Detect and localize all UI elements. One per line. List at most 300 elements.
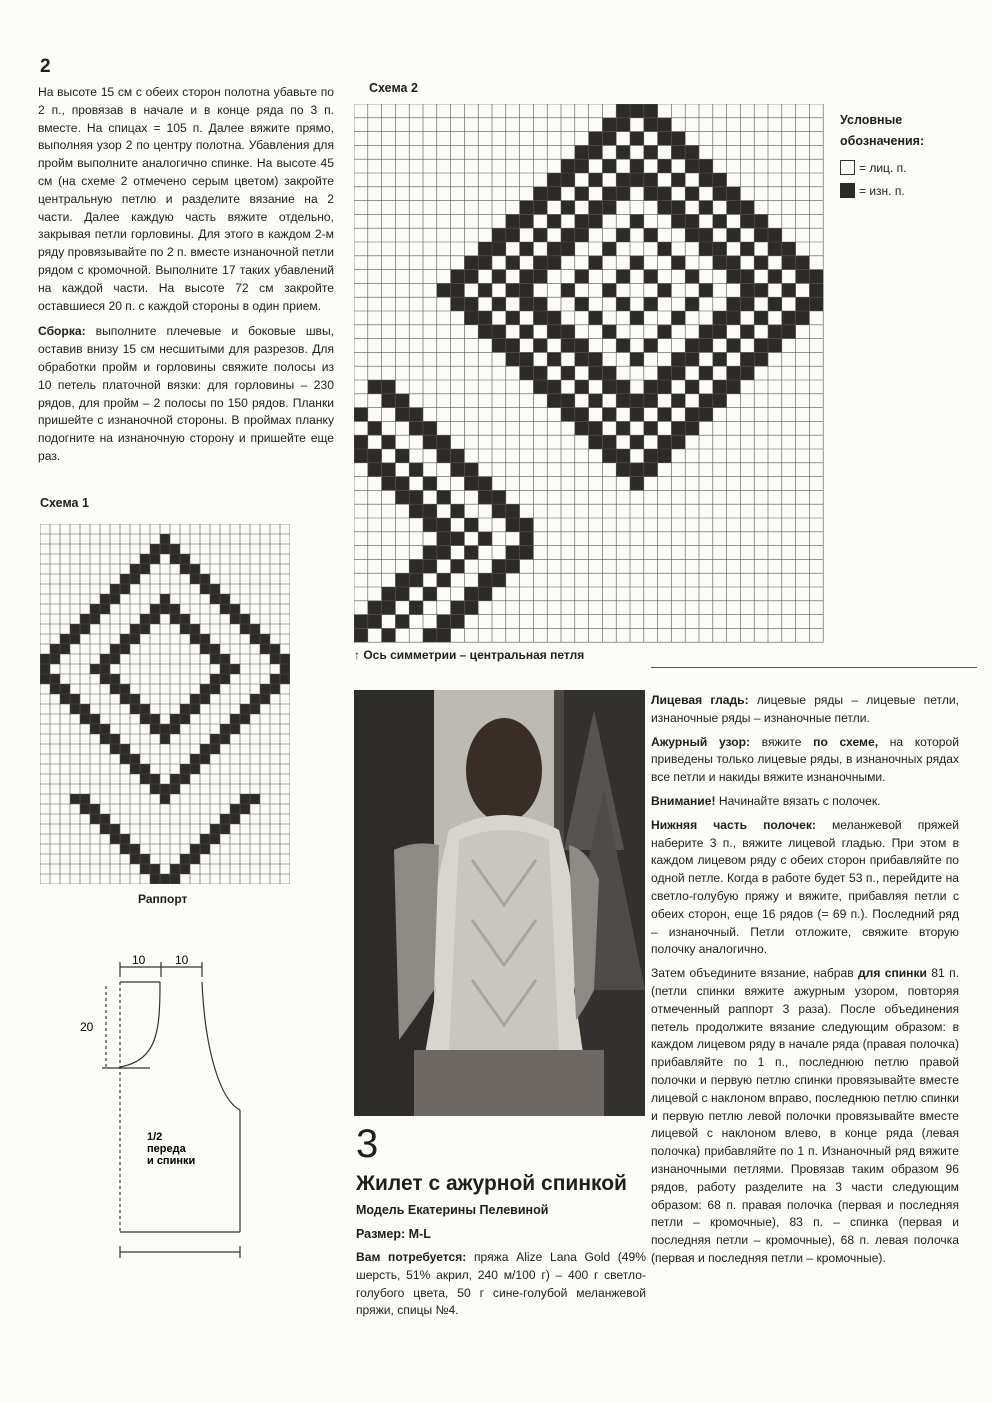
purl-cell: [100, 594, 110, 604]
purl-cell: [602, 380, 616, 394]
purl-cell: [616, 380, 630, 394]
purl-cell: [616, 421, 630, 435]
purl-cell: [100, 724, 110, 734]
purl-cell: [602, 408, 616, 422]
purl-cell: [575, 297, 589, 311]
purl-cell: [630, 214, 644, 228]
fronts-heading: Нижняя часть полочек:: [651, 817, 816, 832]
purl-cell: [160, 594, 170, 604]
purl-cell: [561, 394, 575, 408]
purl-cell: [658, 187, 672, 201]
purl-cell: [240, 624, 250, 634]
purl-cell: [210, 654, 220, 664]
purl-cell: [478, 477, 492, 491]
purl-cell: [561, 228, 575, 242]
purl-cell: [658, 325, 672, 339]
purl-cell: [250, 694, 260, 704]
purl-cell: [395, 615, 409, 629]
purl-cell: [260, 644, 270, 654]
purl-cell: [533, 339, 547, 353]
purl-cell: [140, 564, 150, 574]
purl-cell: [547, 352, 561, 366]
purl-cell: [589, 132, 603, 146]
purl-cell: [140, 864, 150, 874]
purl-cell: [671, 214, 685, 228]
purl-cell: [190, 634, 200, 644]
purl-cell: [437, 628, 451, 642]
purl-cell: [120, 834, 130, 844]
purl-cell: [616, 297, 630, 311]
scheme2-title: Схема 2: [369, 81, 418, 95]
purl-cell: [520, 270, 534, 284]
purl-cell: [150, 874, 160, 884]
purl-cell: [754, 283, 768, 297]
purl-cell: [170, 874, 180, 884]
purl-cell: [423, 477, 437, 491]
purl-cell: [644, 339, 658, 353]
purl-cell: [727, 311, 741, 325]
purl-cell: [230, 714, 240, 724]
purl-cell: [451, 463, 465, 477]
purl-cell: [130, 624, 140, 634]
purl-cell: [170, 724, 180, 734]
purl-cell: [220, 604, 230, 614]
purl-cell: [644, 118, 658, 132]
purl-cell: [280, 654, 290, 664]
purl-cell: [50, 684, 60, 694]
purl-cell: [180, 614, 190, 624]
purl-cell: [210, 594, 220, 604]
assembly-paragraph: [38, 323, 334, 465]
purl-cell: [589, 173, 603, 187]
purl-cell: [90, 724, 100, 734]
purl-cell: [644, 228, 658, 242]
purl-cell: [120, 694, 130, 704]
purl-cell: [782, 256, 796, 270]
purl-cell: [160, 534, 170, 544]
purl-cell: [130, 634, 140, 644]
model-title: Жилет с ажурной спинкой: [356, 1172, 627, 1195]
purl-cell: [685, 339, 699, 353]
purl-cell: [644, 187, 658, 201]
purl-cell: [464, 477, 478, 491]
purl-cell: [190, 624, 200, 634]
purl-cell: [658, 366, 672, 380]
purl-cell: [796, 297, 810, 311]
purl-cell: [478, 532, 492, 546]
purl-cell: [120, 634, 130, 644]
purl-cell: [120, 684, 130, 694]
purl-cell: [160, 724, 170, 734]
purl-cell: [409, 559, 423, 573]
purl-cell: [437, 573, 451, 587]
purl-cell: [685, 228, 699, 242]
purl-cell: [451, 283, 465, 297]
purl-cell: [506, 256, 520, 270]
purl-cell: [561, 242, 575, 256]
purl-cell: [699, 242, 713, 256]
purl-cell: [170, 784, 180, 794]
purl-cell: [368, 463, 382, 477]
purl-cell: [200, 744, 210, 754]
purl-cell: [368, 601, 382, 615]
purl-cell: [506, 546, 520, 560]
purl-cell: [50, 644, 60, 654]
purl-cell: [713, 325, 727, 339]
purl-cell: [506, 352, 520, 366]
purl-cell: [140, 704, 150, 714]
purl-cell: [270, 644, 280, 654]
purl-cell: [809, 283, 823, 297]
purl-cell: [754, 256, 768, 270]
purl-cell: [280, 664, 290, 674]
purl-cell: [395, 477, 409, 491]
legend-knit-row: [840, 160, 924, 175]
purl-cell: [280, 674, 290, 684]
purl-cell: [464, 587, 478, 601]
purl-cell: [616, 104, 630, 118]
purl-cell: [699, 283, 713, 297]
purl-cell: [492, 325, 506, 339]
purl-cell: [382, 463, 396, 477]
bold-text: по схеме,: [813, 734, 879, 749]
purl-cell: [423, 559, 437, 573]
purl-cell: [180, 624, 190, 634]
purl-cell: [492, 339, 506, 353]
purl-cell: [409, 490, 423, 504]
purl-cell: [492, 270, 506, 284]
purl-cell: [658, 283, 672, 297]
purl-cell: [210, 684, 220, 694]
purl-cell: [589, 366, 603, 380]
purl-cell: [110, 674, 120, 684]
purl-cell: [260, 684, 270, 694]
purl-cell: [740, 297, 754, 311]
purl-cell: [100, 824, 110, 834]
purl-cell: [220, 814, 230, 824]
purl-cell: [409, 463, 423, 477]
purl-cell: [437, 615, 451, 629]
purl-cell: [644, 104, 658, 118]
purl-cell: [658, 380, 672, 394]
purl-cell: [727, 297, 741, 311]
purl-cell: [130, 754, 140, 764]
purl-cell: [110, 824, 120, 834]
purl-cell: [644, 297, 658, 311]
scheme1-chart: [40, 524, 290, 884]
purl-cell: [160, 784, 170, 794]
purl-cell: [671, 256, 685, 270]
lace-heading: Ажурный узор:: [651, 734, 751, 749]
purl-cell: [616, 187, 630, 201]
purl-cell: [200, 754, 210, 764]
purl-cell: [520, 283, 534, 297]
purl-cell: [90, 714, 100, 724]
purl-cell: [506, 339, 520, 353]
paragraph: [651, 965, 959, 1268]
purl-cell: [478, 311, 492, 325]
purl-cell: [150, 864, 160, 874]
purl-cell: [589, 352, 603, 366]
purl-cell: [354, 408, 368, 422]
purl-cell: [478, 325, 492, 339]
purl-cell: [120, 574, 130, 584]
garment-schematic: [80, 950, 270, 1310]
purl-cell: [409, 408, 423, 422]
purl-cell: [671, 394, 685, 408]
paragraph-text: Затем объедините вязание, набрав: [651, 966, 858, 981]
purl-cell: [150, 784, 160, 794]
purl-cell: [451, 449, 465, 463]
purl-cell: [220, 724, 230, 734]
purl-cell: [520, 242, 534, 256]
purl-cell: [754, 214, 768, 228]
purl-cell: [671, 201, 685, 215]
purl-cell: [547, 311, 561, 325]
purl-cell: [160, 734, 170, 744]
purl-cell: [561, 201, 575, 215]
purl-cell: [685, 380, 699, 394]
purl-cell: [727, 256, 741, 270]
purl-cell: [768, 339, 782, 353]
purl-cell: [451, 532, 465, 546]
purl-cell: [200, 644, 210, 654]
purl-cell: [464, 311, 478, 325]
schematic-label-2: переда: [147, 1143, 186, 1155]
purl-cell: [120, 584, 130, 594]
purl-cell: [699, 408, 713, 422]
purl-cell: [230, 664, 240, 674]
paragraph-text: 81 п. (петли спинки вяжите ажурным узором, повторяя отмеченный раппорт 3 раза). После объединения петель продолжите вязание следующим образом: в каждом лицевом ряду в начале ряда (правая полочка) прибавляйте по 1 п., последнюю петлю правой полочки и первую петлю спинки провязывайте вместе лицевой с наклоном вправо, последнюю петлю спинки и первую петлю левой полочки провязывайте вместе лицевой с наклоном влево, в конце ряда (левая полочка) прибавляйте по 1 п. Изнаночный ряд вяжите изнаночными петлями. Провязав таким образом 96 рядов, работу разделите на 3 части следующим образом: 68 п. правая полочка (первая и последняя петли – кромочные), 83 п. – спинка (первая и последняя петли – кромочные), 68 п. левая полочка (первая и последняя петли – кромочные).: [651, 966, 959, 1265]
purl-cell: [547, 173, 561, 187]
purl-cell: [630, 104, 644, 118]
purl-cell: [250, 704, 260, 714]
purl-cell: [506, 518, 520, 532]
purl-cell: [140, 624, 150, 634]
purl-stitch-swatch: [840, 183, 855, 198]
purl-cell: [423, 587, 437, 601]
purl-cell: [533, 380, 547, 394]
purl-cell: [685, 421, 699, 435]
purl-cell: [740, 242, 754, 256]
purl-cell: [796, 311, 810, 325]
purl-cell: [533, 297, 547, 311]
purl-cell: [616, 145, 630, 159]
purl-cell: [644, 145, 658, 159]
purl-cell: [671, 145, 685, 159]
purl-cell: [713, 394, 727, 408]
assembly-text: выполните плечевые и боковые швы, оставив внизу 15 см несшитыми для разрезов. Для обработки пройм и горловины свяжите полосы из 10 петель платочной вязки: для горловины – 230 рядов, для пройм – 2 полосы по 150 рядов. Планки пришейте с изнаночной стороны. В проймах планку подогните на изнаночную сторону и пришейте еще раз.: [38, 324, 334, 463]
model-size: Размер: M-L: [356, 1227, 431, 1241]
purl-cell: [616, 270, 630, 284]
purl-cell: [437, 435, 451, 449]
purl-cell: [190, 704, 200, 714]
purl-cell: [644, 449, 658, 463]
purl-cell: [478, 573, 492, 587]
purl-cell: [561, 159, 575, 173]
purl-cell: [699, 394, 713, 408]
purl-cell: [685, 214, 699, 228]
purl-cell: [200, 574, 210, 584]
purl-cell: [713, 311, 727, 325]
purl-cell: [140, 854, 150, 864]
purl-cell: [150, 544, 160, 554]
legend-title-line1: Условные: [840, 113, 903, 127]
purl-cell: [160, 794, 170, 804]
purl-cell: [616, 118, 630, 132]
dim-label-a: 10: [132, 953, 146, 967]
purl-cell: [160, 604, 170, 614]
purl-cell: [809, 270, 823, 284]
purl-cell: [589, 214, 603, 228]
paragraph-text: вяжите: [750, 734, 814, 749]
purl-cell: [170, 864, 180, 874]
purl-cell: [130, 844, 140, 854]
purl-cell: [520, 352, 534, 366]
purl-cell: [616, 463, 630, 477]
purl-cell: [250, 794, 260, 804]
purl-cell: [395, 573, 409, 587]
purl-cell: [658, 449, 672, 463]
purl-cell: [382, 435, 396, 449]
purl-cell: [547, 187, 561, 201]
purl-cell: [160, 874, 170, 884]
purl-cell: [354, 615, 368, 629]
purl-cell: [533, 228, 547, 242]
purl-cell: [589, 256, 603, 270]
purl-cell: [464, 601, 478, 615]
purl-cell: [630, 394, 644, 408]
purl-cell: [160, 544, 170, 554]
purl-cell: [602, 366, 616, 380]
purl-cell: [60, 684, 70, 694]
purl-cell: [644, 380, 658, 394]
purl-cell: [768, 242, 782, 256]
purl-cell: [644, 463, 658, 477]
purl-cell: [100, 654, 110, 664]
purl-cell: [699, 339, 713, 353]
legend-purl-row: [840, 183, 924, 198]
page-number: 2: [40, 56, 51, 77]
legend: [840, 110, 924, 198]
purl-cell: [200, 844, 210, 854]
purl-cell: [130, 764, 140, 774]
purl-cell: [437, 532, 451, 546]
purl-cell: [180, 774, 190, 784]
purl-cell: [170, 554, 180, 564]
purl-cell: [451, 297, 465, 311]
purl-cell: [190, 564, 200, 574]
purl-cell: [575, 228, 589, 242]
purl-cell: [200, 834, 210, 844]
purl-cell: [395, 449, 409, 463]
purl-cell: [478, 283, 492, 297]
purl-cell: [382, 394, 396, 408]
purl-cell: [190, 764, 200, 774]
purl-cell: [533, 256, 547, 270]
purl-cell: [140, 554, 150, 564]
purl-cell: [110, 684, 120, 694]
purl-cell: [713, 187, 727, 201]
purl-cell: [602, 325, 616, 339]
purl-cell: [423, 504, 437, 518]
model-author: Модель Екатерины Пелевиной: [356, 1203, 549, 1217]
purl-cell: [395, 394, 409, 408]
purl-cell: [520, 201, 534, 215]
purl-cell: [796, 256, 810, 270]
purl-cell: [685, 408, 699, 422]
purl-cell: [382, 601, 396, 615]
purl-cell: [492, 297, 506, 311]
purl-cell: [754, 339, 768, 353]
purl-cell: [561, 408, 575, 422]
purl-cell: [40, 674, 50, 684]
purl-cell: [451, 504, 465, 518]
purl-cell: [190, 854, 200, 864]
knit-stitch-swatch: [840, 160, 855, 175]
purl-cell: [671, 421, 685, 435]
purl-cell: [630, 435, 644, 449]
purl-cell: [100, 814, 110, 824]
purl-cell: [685, 297, 699, 311]
purl-cell: [589, 394, 603, 408]
purl-cell: [240, 794, 250, 804]
purl-cell: [100, 604, 110, 614]
purl-cell: [533, 201, 547, 215]
divider: [651, 667, 977, 668]
purl-cell: [685, 270, 699, 284]
purl-cell: [423, 421, 437, 435]
purl-cell: [210, 644, 220, 654]
purl-cell: [506, 504, 520, 518]
purl-cell: [90, 604, 100, 614]
purl-cell: [150, 714, 160, 724]
purl-cell: [409, 573, 423, 587]
purl-cell: [727, 228, 741, 242]
paragraph: [651, 734, 959, 787]
purl-cell: [547, 380, 561, 394]
purl-cell: [130, 564, 140, 574]
purl-cell: [671, 435, 685, 449]
purl-cell: [713, 173, 727, 187]
purl-cell: [616, 339, 630, 353]
purl-cell: [40, 654, 50, 664]
purl-cell: [150, 604, 160, 614]
purl-cell: [80, 714, 90, 724]
purl-cell: [140, 764, 150, 774]
purl-cell: [602, 187, 616, 201]
purl-cell: [782, 311, 796, 325]
purl-cell: [740, 201, 754, 215]
purl-cell: [768, 270, 782, 284]
purl-cell: [589, 201, 603, 215]
purl-cell: [575, 408, 589, 422]
purl-cell: [220, 734, 230, 744]
purl-cell: [658, 242, 672, 256]
purl-cell: [270, 684, 280, 694]
purl-cell: [80, 794, 90, 804]
scheme2-chart: [354, 104, 826, 648]
bold-text: для спинки: [857, 966, 927, 981]
purl-cell: [713, 380, 727, 394]
purl-cell: [110, 834, 120, 844]
purl-cell: [630, 352, 644, 366]
purl-cell: [464, 270, 478, 284]
purl-cell: [685, 145, 699, 159]
purl-cell: [520, 214, 534, 228]
purl-cell: [561, 325, 575, 339]
purl-cell: [630, 477, 644, 491]
